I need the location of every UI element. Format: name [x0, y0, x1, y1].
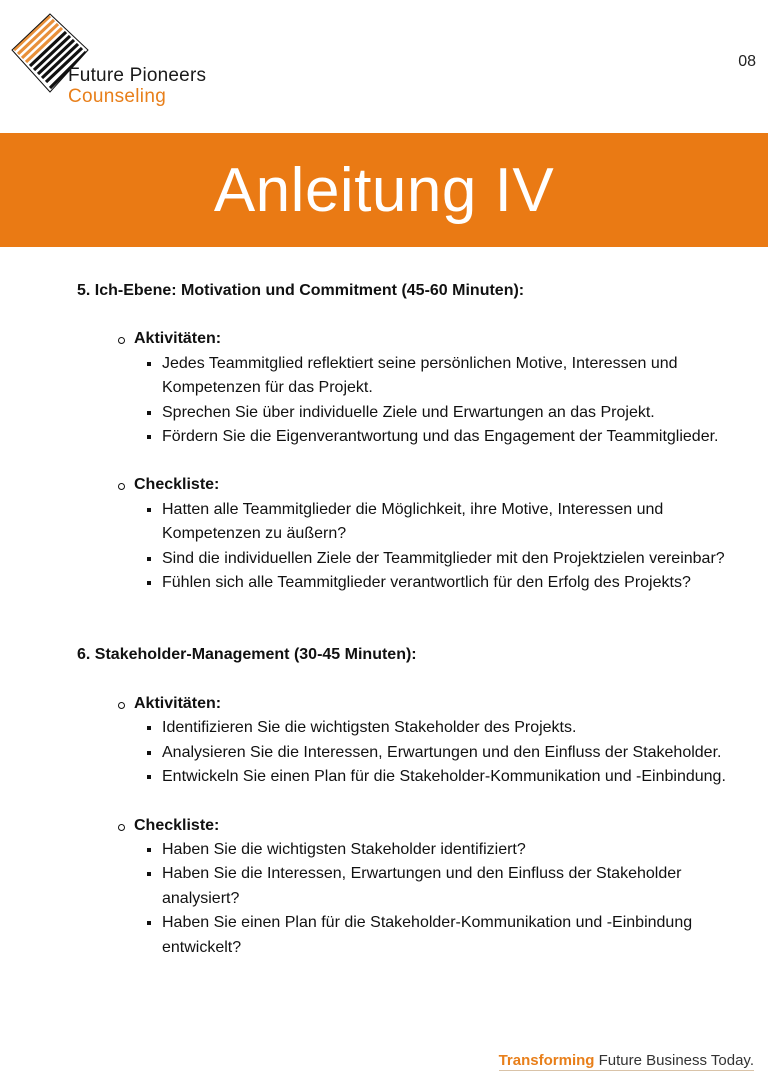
section-title: 6. Stakeholder-Management (30-45 Minuten): — [77, 646, 417, 664]
list-item: Fühlen sich alle Teammitglieder verantwortlich für den Erfolg des Projekts? — [162, 571, 737, 595]
brand-subname: Counseling — [68, 86, 167, 107]
footer-tagline — [499, 1052, 754, 1071]
list-item: Haben Sie die wichtigsten Stakeholder identifiziert? — [162, 838, 737, 862]
brand-text — [68, 65, 206, 107]
list-item: Sind die individuellen Ziele der Teammitglieder mit den Projektzielen vereinbar? — [162, 547, 737, 571]
section-title: 5. Ich-Ebene: Motivation und Commitment (45-60 Minuten): — [77, 282, 525, 299]
list-item: Identifizieren Sie die wichtigsten Stakeholder des Projekts. — [162, 716, 737, 740]
block-label-checklist: Checkliste: — [77, 473, 737, 497]
activities-list — [77, 352, 737, 450]
list-item: Hatten alle Teammitglieder die Möglichkeit, ihre Motive, Interessen und Kompetenzen zu äußern? — [162, 498, 737, 547]
activities-list — [77, 716, 737, 789]
block-label-activities: Aktivitäten: — [77, 327, 737, 351]
list-item: Fördern Sie die Eigenverantwortung und das Engagement der Teammitglieder. — [162, 425, 737, 449]
list-item: Entwickeln Sie einen Plan für die Stakeholder-Kommunikation und -Einbindung. — [162, 765, 737, 789]
tagline-part2: Future Business Today. — [598, 1052, 754, 1069]
block-label-activities: Aktivitäten: — [77, 692, 737, 716]
list-item: Analysieren Sie die Interessen, Erwartungen und den Einfluss der Stakeholder. — [162, 741, 737, 765]
document-body — [77, 279, 737, 960]
list-item: Haben Sie die Interessen, Erwartungen und den Einfluss der Stakeholder analysiert? — [162, 862, 737, 911]
list-item: Sprechen Sie über individuelle Ziele und Erwartungen an das Projekt. — [162, 401, 737, 425]
checklist-list — [77, 498, 737, 596]
tagline-part1: Transforming — [498, 1052, 595, 1069]
list-item: Haben Sie einen Plan für die Stakeholder-Kommunikation und -Einbindung entwickelt? — [162, 911, 737, 960]
page-title: Anleitung IV — [213, 155, 555, 225]
list-item: Jedes Teammitglied reflektiert seine persönlichen Motive, Interessen und Kompetenzen für das Projekt. — [162, 352, 737, 401]
brand-name: Future Pioneers — [68, 65, 207, 86]
page-number: 08 — [738, 53, 756, 70]
company-logo — [10, 12, 210, 107]
title-banner — [0, 133, 768, 247]
checklist-list — [77, 838, 737, 960]
block-label-checklist: Checkliste: — [77, 814, 737, 838]
